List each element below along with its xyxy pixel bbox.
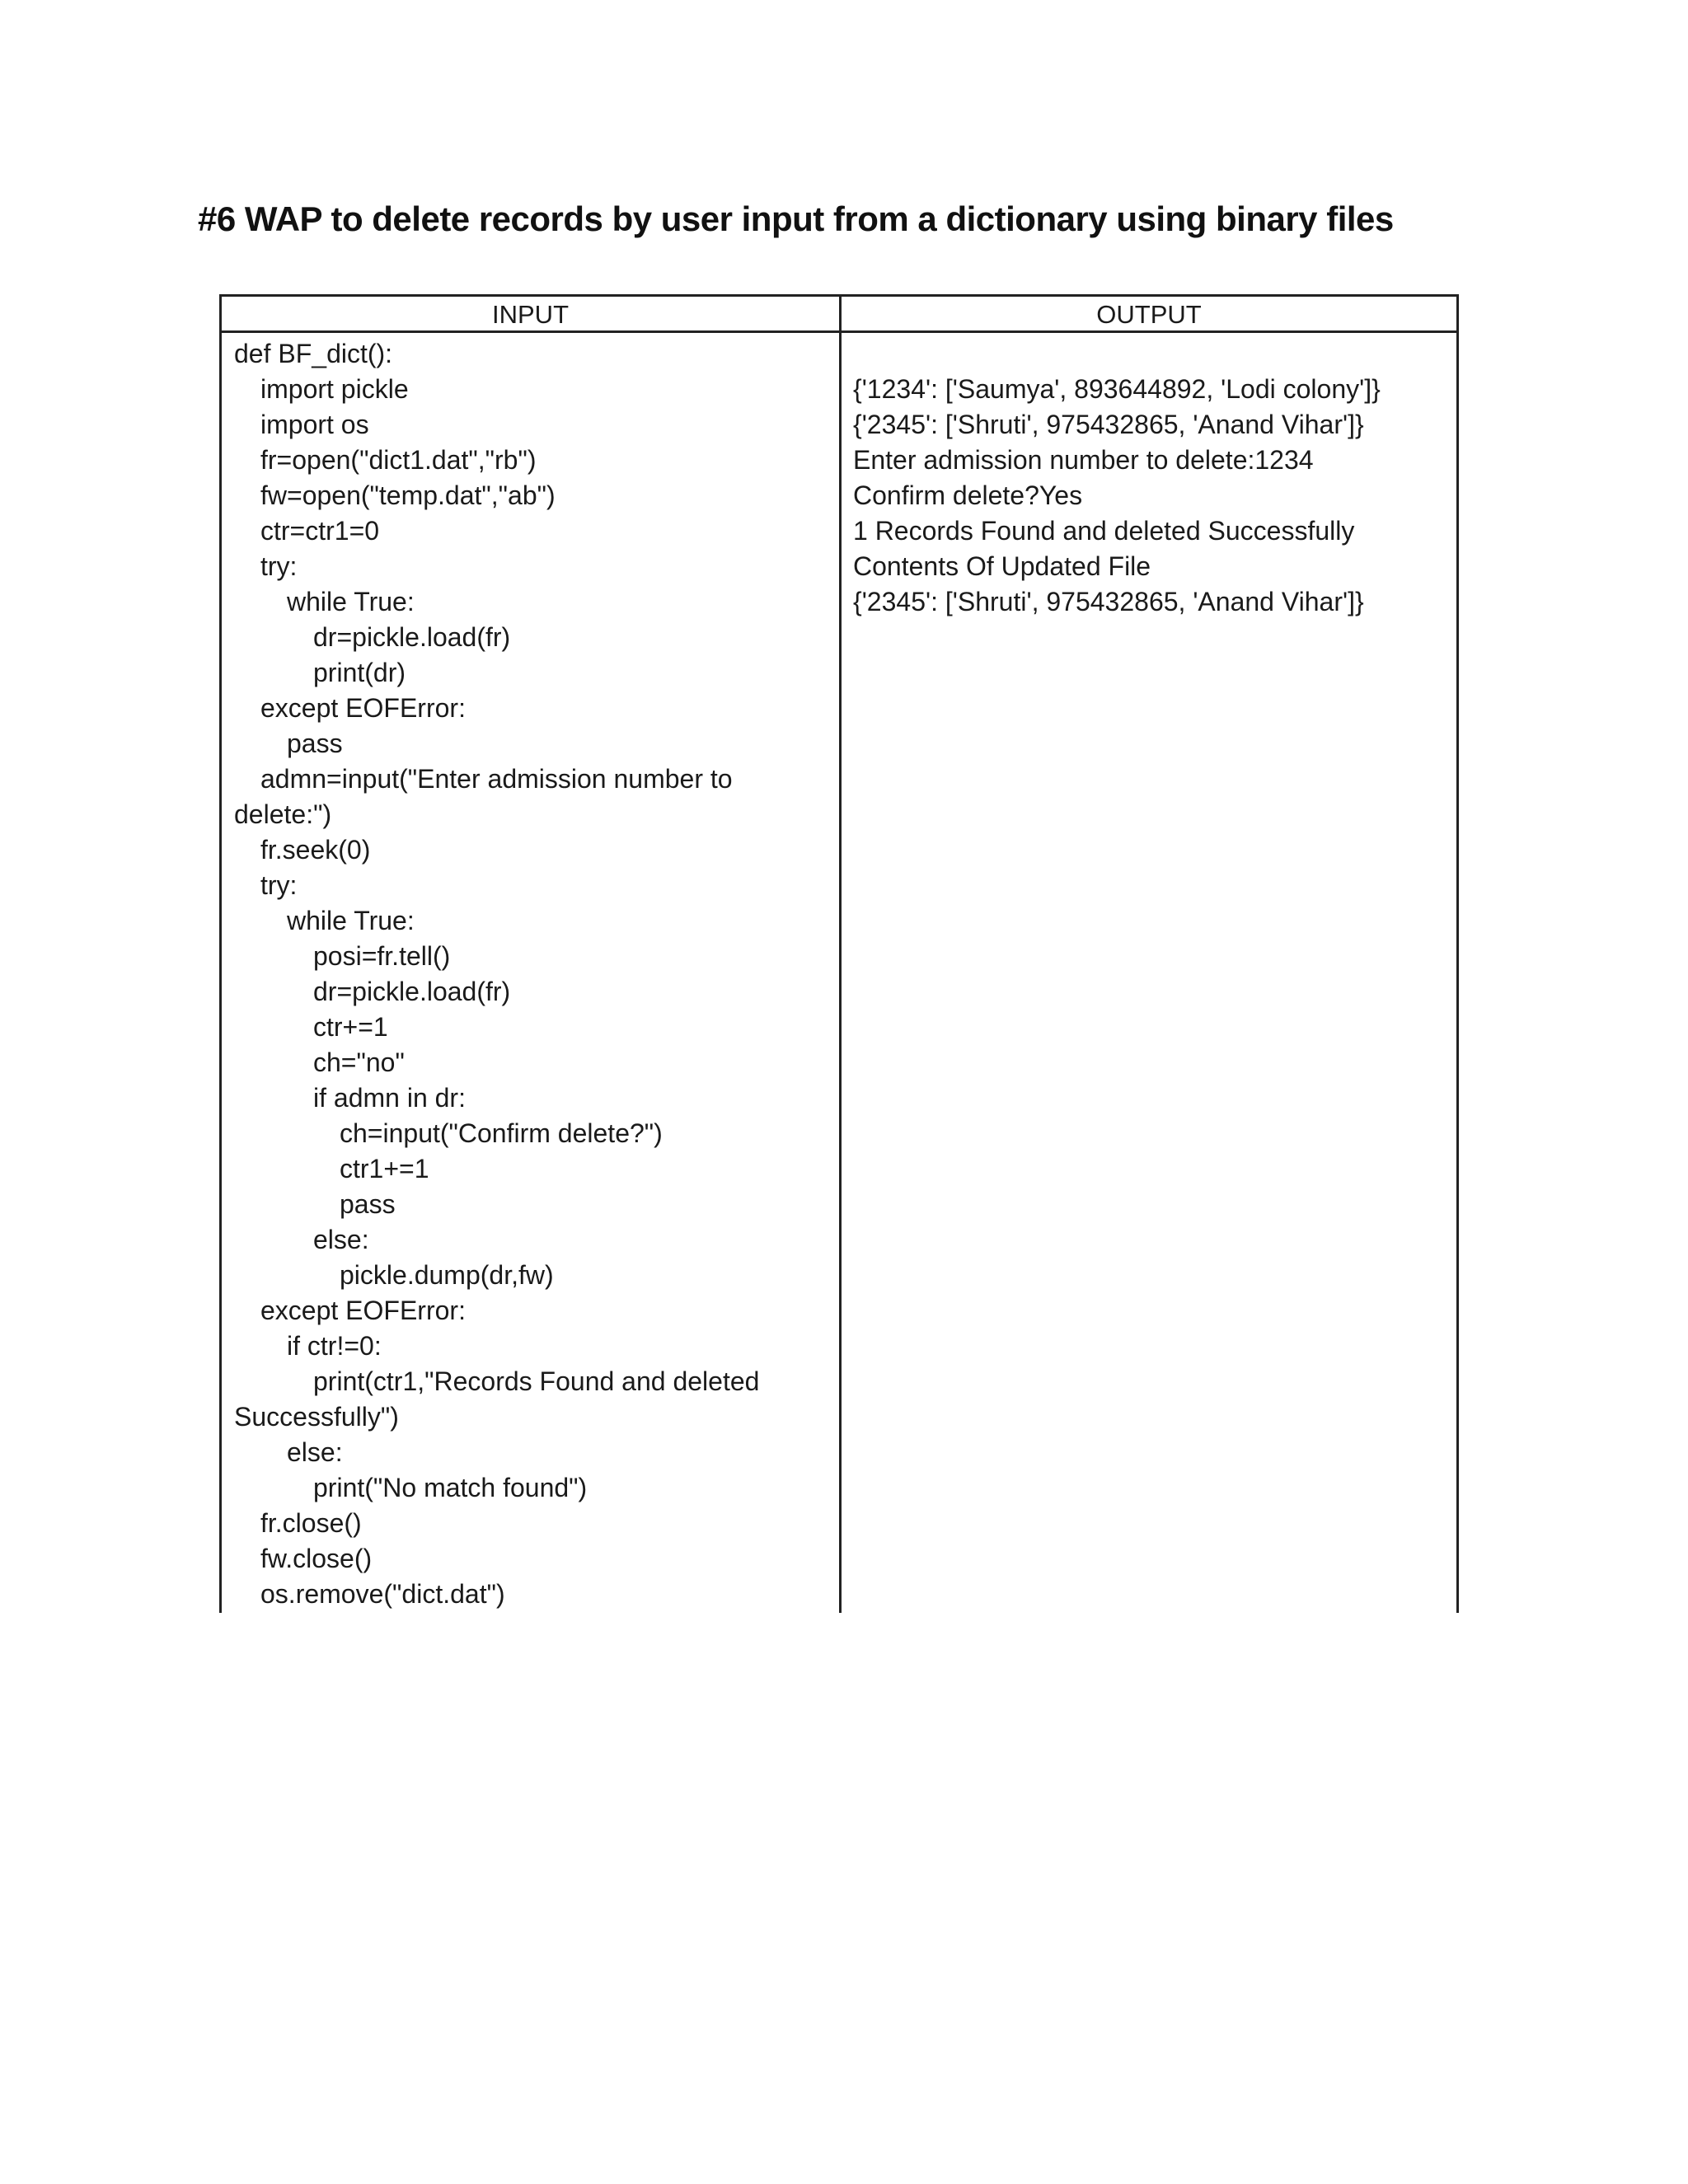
code-line: dr=pickle.load(fr) (313, 977, 511, 1006)
code-line: delete:") (234, 799, 332, 829)
code-line: admn=input("Enter admission number to (260, 764, 733, 794)
code-line: import os (260, 410, 369, 439)
code-line: print("No match found") (313, 1473, 588, 1502)
code-line: ch=input("Confirm delete?") (340, 1118, 663, 1148)
output-line: {'1234': ['Saumya', 893644892, 'Lodi colony']} (853, 374, 1381, 404)
code-line: if ctr!=0: (287, 1331, 382, 1361)
code-line: ctr=ctr1=0 (260, 516, 380, 546)
code-line: ch="no" (313, 1047, 405, 1077)
code-line: while True: (287, 587, 415, 616)
code-line: dr=pickle.load(fr) (313, 622, 511, 652)
code-line: posi=fr.tell() (313, 941, 451, 971)
code-line: ctr+=1 (313, 1012, 388, 1042)
input-column-header: INPUT (492, 300, 569, 329)
code-line: pass (340, 1189, 396, 1219)
output-line: 1 Records Found and deleted Successfully (853, 516, 1355, 546)
code-table (219, 294, 1459, 1613)
code-line: print(dr) (313, 658, 406, 687)
code-line: fw.close() (260, 1544, 373, 1573)
code-line: print(ctr1,"Records Found and deleted (313, 1366, 760, 1396)
code-line: else: (313, 1225, 369, 1254)
output-column-header: OUTPUT (1096, 300, 1202, 329)
code-line: try: (260, 551, 298, 581)
output-console-block (853, 372, 1455, 620)
code-line: pass (287, 729, 343, 758)
code-line: fr=open("dict1.dat","rb") (260, 445, 537, 475)
page-heading: #6 WAP to delete records by user input from a dictionary using binary files (198, 199, 1394, 238)
code-line: while True: (287, 906, 415, 935)
input-code-block (234, 336, 836, 1612)
code-line: fr.seek(0) (260, 835, 371, 865)
code-line: pickle.dump(dr,fw) (340, 1260, 554, 1290)
code-line: ctr1+=1 (340, 1154, 429, 1183)
code-line: import pickle (260, 374, 409, 404)
code-line: def BF_dict(): (234, 339, 393, 368)
column-divider (839, 297, 842, 1613)
code-line: fw=open("temp.dat","ab") (260, 480, 556, 510)
output-line: {'2345': ['Shruti', 975432865, 'Anand Vihar']} (853, 410, 1364, 439)
code-line: fr.close() (260, 1508, 362, 1538)
output-line: {'2345': ['Shruti', 975432865, 'Anand Vihar']} (853, 587, 1364, 616)
output-line: Enter admission number to delete:1234 (853, 445, 1314, 475)
code-line: os.remove("dict.dat") (260, 1579, 505, 1609)
code-line: except EOFError: (260, 693, 466, 723)
code-line: Successfully") (234, 1402, 399, 1432)
code-line: try: (260, 870, 298, 900)
output-line: Confirm delete?Yes (853, 480, 1083, 510)
output-line: Contents Of Updated File (853, 551, 1151, 581)
code-line: except EOFError: (260, 1296, 466, 1325)
code-line: if admn in dr: (313, 1083, 466, 1113)
code-line: else: (287, 1437, 343, 1467)
